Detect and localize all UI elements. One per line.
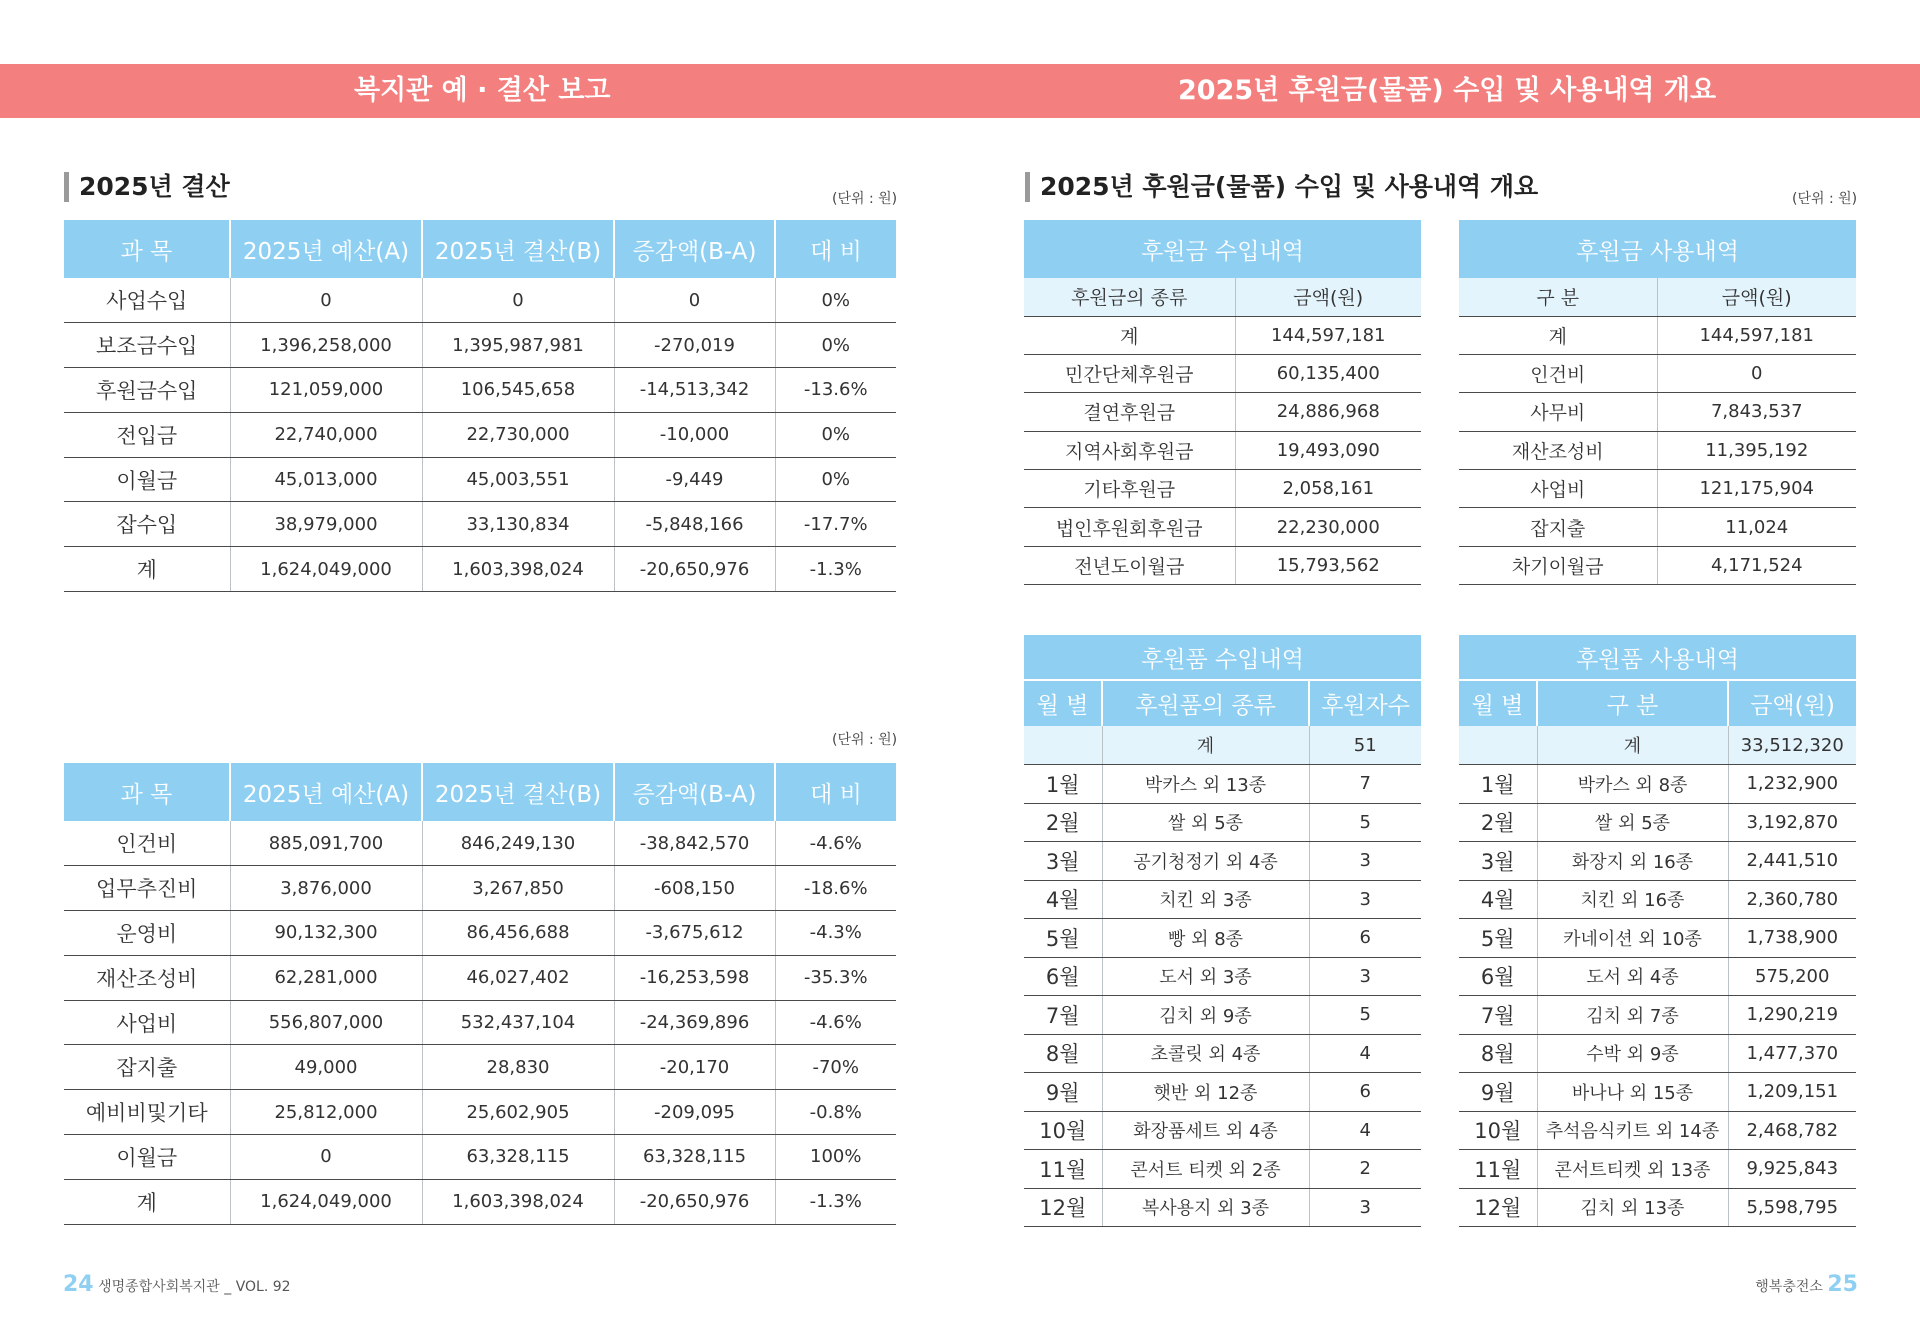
table-cell: 11,024: [1657, 508, 1856, 546]
table-row: [1024, 316, 1421, 354]
income-settlement-table: [64, 220, 896, 592]
table-cell: 86,456,688: [422, 911, 614, 956]
row-label: 계: [64, 547, 230, 592]
column-header: 월 별: [1024, 680, 1102, 726]
table-cell: 63,328,115: [422, 1135, 614, 1180]
table-cell: 치킨 외 3종: [1102, 880, 1309, 919]
row-label: 이월금: [64, 1135, 230, 1180]
table-cell: 바나나 외 15종: [1537, 1073, 1728, 1112]
table-cell: 24,886,968: [1235, 393, 1421, 431]
table-cell: 25,812,000: [230, 1090, 422, 1135]
column-header: 2025년 결산(B): [422, 220, 614, 278]
table-cell: -13.6%: [775, 368, 896, 413]
row-label: 사무비: [1459, 393, 1657, 431]
table-cell: -3,675,612: [614, 911, 775, 956]
table-cell: 46,027,402: [422, 955, 614, 1000]
table-row: [1459, 996, 1856, 1035]
table-cell: -18.6%: [775, 866, 896, 911]
table-cell: 63,328,115: [614, 1135, 775, 1180]
subheader-row: [1459, 278, 1856, 316]
table-header-row: [64, 220, 896, 278]
table-cell: 2,058,161: [1235, 470, 1421, 508]
table-cell: 33,512,320: [1728, 726, 1856, 765]
table-cell: 0: [614, 278, 775, 323]
row-label: 결연후원금: [1024, 393, 1235, 431]
row-label: 업무추진비: [64, 866, 230, 911]
table-cell: 5: [1309, 996, 1421, 1035]
table-cell: -10,000: [614, 412, 775, 457]
row-label: 1월: [1024, 765, 1102, 804]
table-cell: 콘서트 티켓 외 2종: [1102, 1150, 1309, 1189]
table-row: [1459, 765, 1856, 804]
table-cell: 60,135,400: [1235, 354, 1421, 392]
row-label: 8월: [1024, 1034, 1102, 1073]
column-header: 금액(원): [1235, 278, 1421, 316]
table-cell: 카네이션 외 10종: [1537, 919, 1728, 958]
footer-left: [63, 1272, 291, 1297]
table-cell: 0%: [775, 323, 896, 368]
table-cell: 28,830: [422, 1045, 614, 1090]
expense-settlement-table: [64, 763, 896, 1225]
table-cell: 38,979,000: [230, 502, 422, 547]
table-row: [1024, 546, 1421, 584]
table-cell: 7,843,537: [1657, 393, 1856, 431]
table-cell: -9,449: [614, 457, 775, 502]
table-cell: 556,807,000: [230, 1000, 422, 1045]
table-row: [64, 502, 896, 547]
row-label: 10월: [1024, 1111, 1102, 1150]
table-cell: 15,793,562: [1235, 546, 1421, 584]
table-cell: 0%: [775, 457, 896, 502]
row-label: 법인후원회후원금: [1024, 508, 1235, 546]
table-row: [1459, 1034, 1856, 1073]
table-row: [1024, 919, 1421, 958]
table-row: [64, 412, 896, 457]
table-row: [1024, 1073, 1421, 1112]
subheader-row: [1024, 278, 1421, 316]
table-row: [1024, 842, 1421, 881]
table-cell: 김치 외 13종: [1537, 1188, 1728, 1227]
table-cell: 100%: [775, 1135, 896, 1180]
row-label: 3월: [1459, 842, 1537, 881]
column-header: 2025년 예산(A): [230, 220, 422, 278]
table-cell: 1,395,987,981: [422, 323, 614, 368]
row-label: 계: [1024, 316, 1235, 354]
table-row: [1459, 508, 1856, 546]
row-label: 4월: [1459, 880, 1537, 919]
table-row: [64, 278, 896, 323]
table-row: [1459, 842, 1856, 881]
table-cell: 45,013,000: [230, 457, 422, 502]
table-cell: 0%: [775, 278, 896, 323]
table-cell: -24,369,896: [614, 1000, 775, 1045]
table-cell: 22,230,000: [1235, 508, 1421, 546]
column-header: 대 비: [775, 763, 896, 821]
goods-usage-heading: 후원품 사용내역: [1459, 635, 1856, 680]
row-label: 11월: [1459, 1150, 1537, 1189]
table-cell: 0: [230, 278, 422, 323]
row-label: 인건비: [64, 821, 230, 866]
table-cell: 121,175,904: [1657, 470, 1856, 508]
table-row: [64, 866, 896, 911]
table-cell: 1,624,049,000: [230, 547, 422, 592]
donations-title: 2025년 후원금(물품) 수입 및 사용내역 개요: [1025, 172, 1538, 202]
top-banner: [0, 64, 1920, 118]
table-cell: 6: [1309, 919, 1421, 958]
table-cell: 1,624,049,000: [230, 1179, 422, 1224]
table-row: [1459, 919, 1856, 958]
table-cell: 박카스 외 8종: [1537, 765, 1728, 804]
table-cell: 김치 외 9종: [1102, 996, 1309, 1035]
goods-income-heading: 후원품 수입내역: [1024, 635, 1421, 680]
table-cell: 도서 외 4종: [1537, 957, 1728, 996]
table-cell: -209,095: [614, 1090, 775, 1135]
row-label: [1459, 726, 1537, 765]
magazine-section: 행복충전소: [1755, 1279, 1823, 1295]
table-row: [1459, 803, 1856, 842]
column-header: 금액(원): [1657, 278, 1856, 316]
goods-usage-table: [1459, 635, 1856, 1227]
table-row: [1024, 996, 1421, 1035]
table-cell: 도서 외 3종: [1102, 957, 1309, 996]
table-cell: 1,603,398,024: [422, 547, 614, 592]
row-label: 사업비: [1459, 470, 1657, 508]
column-header: 2025년 결산(B): [422, 763, 614, 821]
table-row: [64, 821, 896, 866]
row-label: 잡지출: [64, 1045, 230, 1090]
table-cell: 햇반 외 12종: [1102, 1073, 1309, 1112]
table-cell: 7: [1309, 765, 1421, 804]
column-header: 후원금의 종류: [1024, 278, 1235, 316]
table-cell: -608,150: [614, 866, 775, 911]
table-row: [64, 911, 896, 956]
table-cell: 22,730,000: [422, 412, 614, 457]
table-cell: 쌀 외 5종: [1102, 803, 1309, 842]
table-cell: -1.3%: [775, 1179, 896, 1224]
table-row: [1459, 393, 1856, 431]
table-row: [64, 1135, 896, 1180]
table-cell: 2,468,782: [1728, 1111, 1856, 1150]
table-cell: 532,437,104: [422, 1000, 614, 1045]
table-cell: -14,513,342: [614, 368, 775, 413]
table-cell: 4: [1309, 1034, 1421, 1073]
table-cell: -17.7%: [775, 502, 896, 547]
table-row: [1459, 470, 1856, 508]
expense-unit: (단위 : 원): [832, 732, 898, 748]
table-header-row: [64, 763, 896, 821]
table-row: [1459, 880, 1856, 919]
table-cell: 3: [1309, 842, 1421, 881]
column-header: 월 별: [1459, 680, 1537, 726]
row-label: 1월: [1459, 765, 1537, 804]
column-header: 증감액(B-A): [614, 220, 775, 278]
table-cell: 화장지 외 16종: [1537, 842, 1728, 881]
row-label: 2월: [1024, 803, 1102, 842]
table-cell: 3: [1309, 957, 1421, 996]
row-label: 운영비: [64, 911, 230, 956]
row-label: 재산조성비: [1459, 431, 1657, 469]
table-cell: -5,848,166: [614, 502, 775, 547]
table-row: [1459, 1150, 1856, 1189]
row-label: 6월: [1459, 957, 1537, 996]
table-cell: 초콜릿 외 4종: [1102, 1034, 1309, 1073]
table-row: [1024, 1111, 1421, 1150]
table-cell: 121,059,000: [230, 368, 422, 413]
table-row: [1459, 1073, 1856, 1112]
table-cell: 846,249,130: [422, 821, 614, 866]
row-label: 이월금: [64, 457, 230, 502]
row-label: 잡지출: [1459, 508, 1657, 546]
table-cell: 144,597,181: [1657, 316, 1856, 354]
table-cell: 0: [1657, 354, 1856, 392]
table-row: [64, 1090, 896, 1135]
table-cell: 11,395,192: [1657, 431, 1856, 469]
table-cell: 복사용지 외 3종: [1102, 1188, 1309, 1227]
table-cell: 5: [1309, 803, 1421, 842]
table-cell: 3,267,850: [422, 866, 614, 911]
table-row: [1024, 431, 1421, 469]
column-header: 후원품의 종류: [1102, 680, 1309, 726]
row-label: 6월: [1024, 957, 1102, 996]
table-cell: 6: [1309, 1073, 1421, 1112]
table-cell: -1.3%: [775, 547, 896, 592]
row-label: 12월: [1024, 1188, 1102, 1227]
column-header: 과 목: [64, 763, 230, 821]
row-label: 9월: [1024, 1073, 1102, 1112]
table-row: [64, 1000, 896, 1045]
column-header: 구 분: [1459, 278, 1657, 316]
row-label: 2월: [1459, 803, 1537, 842]
table-cell: 51: [1309, 726, 1421, 765]
settlement-title: 2025년 결산: [64, 172, 230, 202]
left-page-number: 24: [63, 1272, 94, 1297]
table-row: [1459, 1188, 1856, 1227]
table-row: [64, 955, 896, 1000]
table-row: [1459, 546, 1856, 584]
table-cell: 0%: [775, 412, 896, 457]
row-label: 4월: [1024, 880, 1102, 919]
table-cell: 박카스 외 13종: [1102, 765, 1309, 804]
row-label: 인건비: [1459, 354, 1657, 392]
table-cell: 4: [1309, 1111, 1421, 1150]
total-row: [1024, 726, 1421, 765]
row-label: 8월: [1459, 1034, 1537, 1073]
table-cell: 33,130,834: [422, 502, 614, 547]
row-label: 7월: [1459, 996, 1537, 1035]
row-label: 12월: [1459, 1188, 1537, 1227]
table-cell: 62,281,000: [230, 955, 422, 1000]
table-cell: 144,597,181: [1235, 316, 1421, 354]
table-cell: 575,200: [1728, 957, 1856, 996]
row-label: 후원금수입: [64, 368, 230, 413]
column-header: 2025년 예산(A): [230, 763, 422, 821]
row-label: 차기이월금: [1459, 546, 1657, 584]
table-cell: -4.6%: [775, 821, 896, 866]
table-row: [1459, 431, 1856, 469]
row-label: 보조금수입: [64, 323, 230, 368]
settlement-unit: (단위 : 원): [832, 191, 898, 207]
table-cell: 19,493,090: [1235, 431, 1421, 469]
table-row: [1459, 957, 1856, 996]
table-cell: -20,650,976: [614, 1179, 775, 1224]
right-page-number: 25: [1827, 1272, 1858, 1297]
table-row: [1024, 393, 1421, 431]
table-row: [64, 1045, 896, 1090]
table-row: [64, 323, 896, 368]
table-cell: -16,253,598: [614, 955, 775, 1000]
row-label: 11월: [1024, 1150, 1102, 1189]
row-label: 7월: [1024, 996, 1102, 1035]
row-label: 9월: [1459, 1073, 1537, 1112]
table-cell: -4.6%: [775, 1000, 896, 1045]
table-cell: 1,232,900: [1728, 765, 1856, 804]
table-cell: 25,602,905: [422, 1090, 614, 1135]
column-header: 후원자수: [1309, 680, 1421, 726]
table-row: [1024, 880, 1421, 919]
table-cell: 1,477,370: [1728, 1034, 1856, 1073]
table-cell: -270,019: [614, 323, 775, 368]
table-cell: -20,650,976: [614, 547, 775, 592]
magazine-volume: 생명종합사회복지관 _ VOL. 92: [98, 1279, 291, 1295]
table-cell: 3,876,000: [230, 866, 422, 911]
table-cell: 3: [1309, 1188, 1421, 1227]
table-cell: 화장품세트 외 4종: [1102, 1111, 1309, 1150]
table-cell: 45,003,551: [422, 457, 614, 502]
table-cell: 1,738,900: [1728, 919, 1856, 958]
table-cell: 치킨 외 16종: [1537, 880, 1728, 919]
row-label: 예비비및기타: [64, 1090, 230, 1135]
table-cell: 2,360,780: [1728, 880, 1856, 919]
table-cell: 추석음식키트 외 14종: [1537, 1111, 1728, 1150]
donations-unit: (단위 : 원): [1792, 191, 1858, 207]
row-label: 계: [64, 1179, 230, 1224]
table-cell: 0: [230, 1135, 422, 1180]
table-cell: 공기청정기 외 4종: [1102, 842, 1309, 881]
table-cell: 계: [1102, 726, 1309, 765]
column-header: 금액(원): [1728, 680, 1856, 726]
row-label: 5월: [1459, 919, 1537, 958]
banner-right-title: 2025년 후원금(물품) 수입 및 사용내역 개요: [1178, 75, 1717, 106]
table-row: [64, 1179, 896, 1224]
table-row: [1459, 354, 1856, 392]
row-label: 10월: [1459, 1111, 1537, 1150]
table-row: [1459, 1111, 1856, 1150]
table-row: [1024, 354, 1421, 392]
row-label: 사업비: [64, 1000, 230, 1045]
table-cell: 1,603,398,024: [422, 1179, 614, 1224]
table-cell: 885,091,700: [230, 821, 422, 866]
table-cell: 49,000: [230, 1045, 422, 1090]
table-cell: 4,171,524: [1657, 546, 1856, 584]
row-label: [1024, 726, 1102, 765]
table-cell: 김치 외 7종: [1537, 996, 1728, 1035]
row-label: 전입금: [64, 412, 230, 457]
table-cell: 2,441,510: [1728, 842, 1856, 881]
table-cell: 1,396,258,000: [230, 323, 422, 368]
table-cell: 쌀 외 5종: [1537, 803, 1728, 842]
column-header: 증감액(B-A): [614, 763, 775, 821]
table-row: [1024, 1034, 1421, 1073]
table-cell: 90,132,300: [230, 911, 422, 956]
table-row: [1024, 765, 1421, 804]
table-cell: -70%: [775, 1045, 896, 1090]
footer-right: [1755, 1272, 1858, 1297]
row-label: 사업수입: [64, 278, 230, 323]
row-label: 기타후원금: [1024, 470, 1235, 508]
row-label: 지역사회후원금: [1024, 431, 1235, 469]
table-row: [1024, 508, 1421, 546]
donation-income-table: [1024, 220, 1421, 585]
table-cell: -35.3%: [775, 955, 896, 1000]
row-label: 계: [1459, 316, 1657, 354]
table-cell: 5,598,795: [1728, 1188, 1856, 1227]
banner-left-title: 복지관 예 · 결산 보고: [354, 75, 611, 106]
donation-usage-heading: 후원금 사용내역: [1459, 220, 1856, 278]
table-row: [1024, 1188, 1421, 1227]
table-cell: 콘서트티켓 외 13종: [1537, 1150, 1728, 1189]
table-cell: 2: [1309, 1150, 1421, 1189]
table-row: [1024, 470, 1421, 508]
column-header: 대 비: [775, 220, 896, 278]
table-row: [64, 368, 896, 413]
table-cell: 1,209,151: [1728, 1073, 1856, 1112]
table-cell: 계: [1537, 726, 1728, 765]
row-label: 잡수입: [64, 502, 230, 547]
table-cell: 9,925,843: [1728, 1150, 1856, 1189]
donation-income-heading: 후원금 수입내역: [1024, 220, 1421, 278]
table-row: [64, 457, 896, 502]
table-cell: 3,192,870: [1728, 803, 1856, 842]
row-label: 3월: [1024, 842, 1102, 881]
goods-income-table: [1024, 635, 1421, 1227]
table-row: [1024, 957, 1421, 996]
row-label: 민간단체후원금: [1024, 354, 1235, 392]
table-cell: -38,842,570: [614, 821, 775, 866]
table-cell: 1,290,219: [1728, 996, 1856, 1035]
row-label: 재산조성비: [64, 955, 230, 1000]
table-row: [1024, 1150, 1421, 1189]
total-row: [1459, 726, 1856, 765]
table-row: [1459, 316, 1856, 354]
table-row: [1024, 803, 1421, 842]
table-cell: 3: [1309, 880, 1421, 919]
table-cell: 0: [422, 278, 614, 323]
table-cell: -0.8%: [775, 1090, 896, 1135]
table-cell: 106,545,658: [422, 368, 614, 413]
donation-usage-table: [1459, 220, 1856, 585]
table-row: [64, 547, 896, 592]
row-label: 전년도이월금: [1024, 546, 1235, 584]
column-header: 과 목: [64, 220, 230, 278]
table-cell: -4.3%: [775, 911, 896, 956]
table-cell: 수박 외 9종: [1537, 1034, 1728, 1073]
row-label: 5월: [1024, 919, 1102, 958]
table-cell: 빵 외 8종: [1102, 919, 1309, 958]
column-header: 구 분: [1537, 680, 1728, 726]
table-cell: 22,740,000: [230, 412, 422, 457]
table-cell: -20,170: [614, 1045, 775, 1090]
